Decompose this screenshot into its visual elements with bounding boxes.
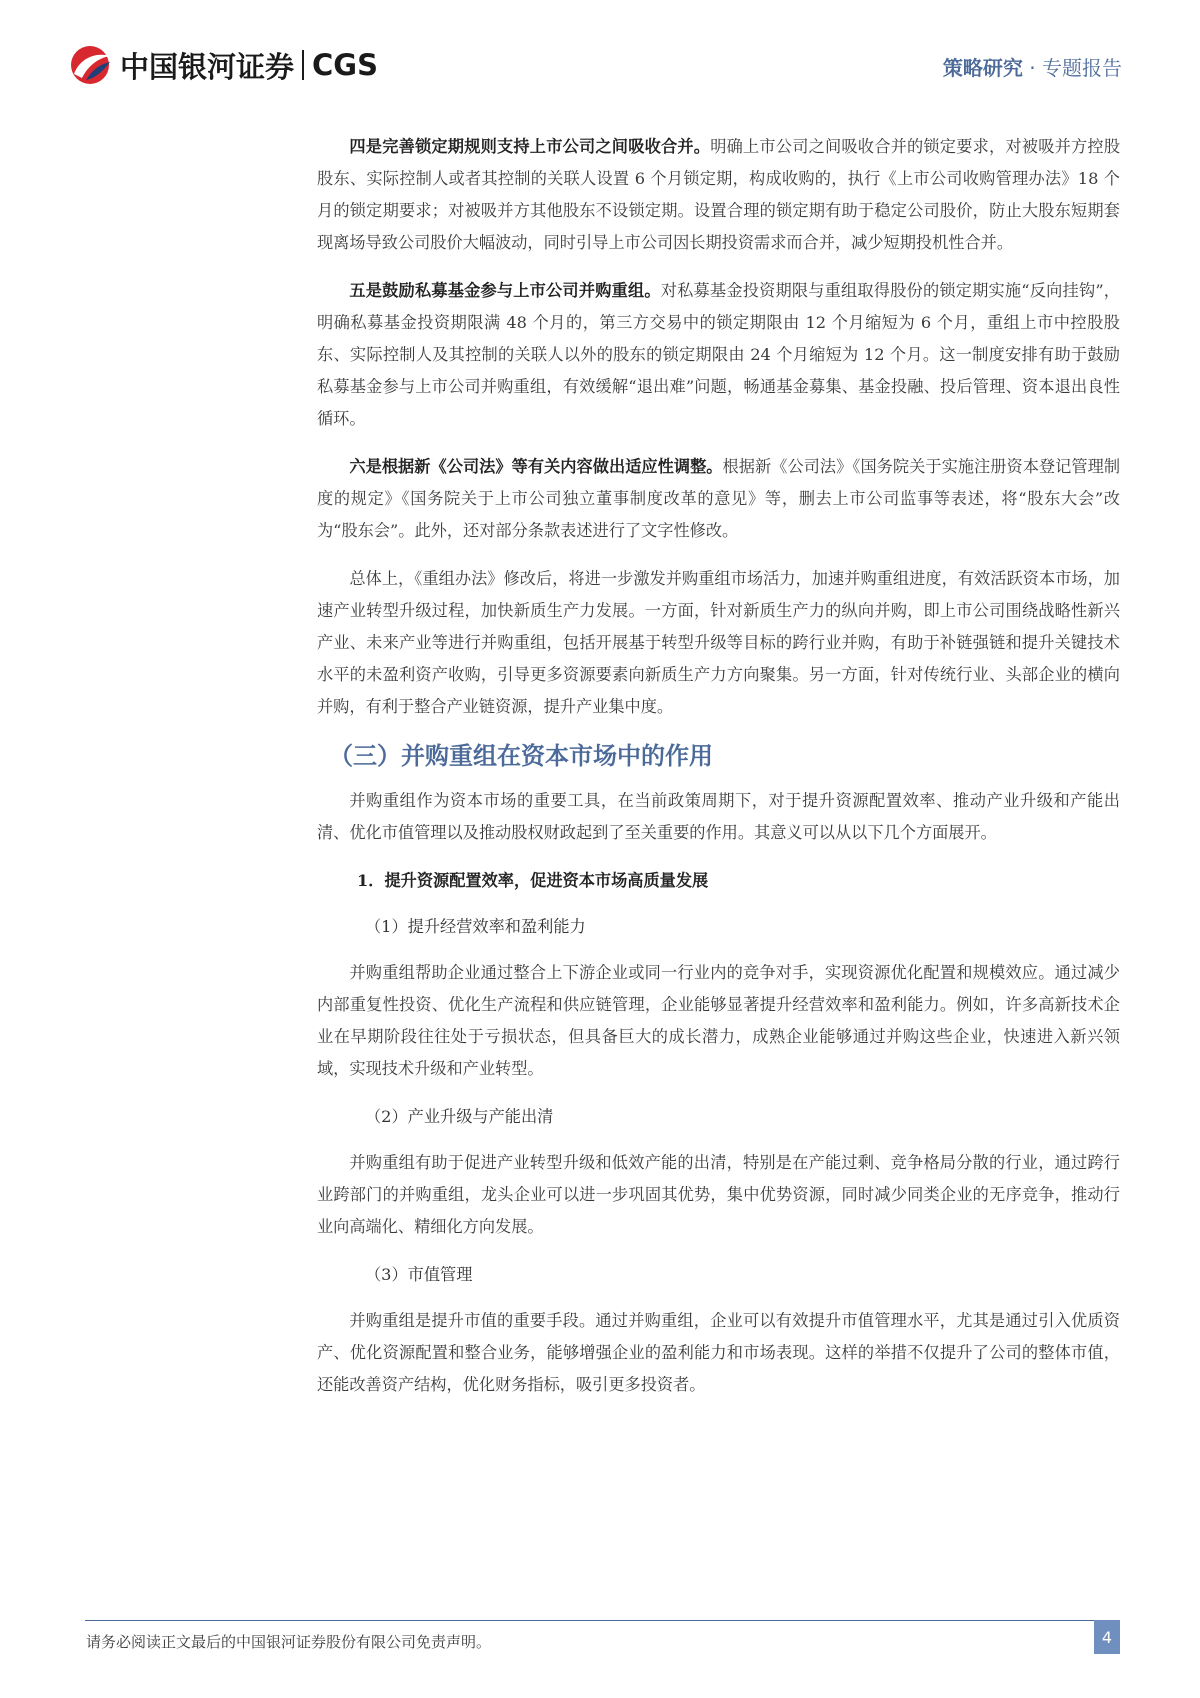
paragraph-summary: 总体上，《重组办法》修改后，将进一步激发并购重组市场活力，加速并购重组进度，有效活跃资本市场，加速产业转型升级过程，加快新质生产力发展。一方面，针对新质生产力的纵向并购，即上市公司围绕战略性新兴产业、未来产业等进行并购重组，包括开展基于转型升级等目标的跨行业并购，有助于补链强链和提升关键技术水平的未盈利资产收购，引导更多资源要素向新质生产力方向聚集。另一方面，针对传统行业、头部企业的横向并购，有利于整合产业链资源，提升产业集中度。 [317,569,1120,716]
paragraph-industry-upgrade: 并购重组有助于促进产业转型升级和低效产能的出清，特别是在产能过剩、竞争格局分散的行业，通过跨行业跨部门的并购重组，龙头企业可以进一步巩固其优势，集中优势资源，同时减少同类企业的无序竞争，推动行业向高端化、精细化方向发展。 [317,1153,1120,1236]
paragraph-text: 根据新《公司法》《国务院关于实施注册资本登记管理制度的规定》《国务院关于上市公司独立董事制度改革的意见》等，删去上市公司监事等表述，将“股东大会”改为“股东会”。此外，还对部分条款表述进行了文字性修改。 [317,457,1121,540]
company-logo [66,44,378,86]
paragraph-efficiency: 并购重组帮助企业通过整合上下游企业或同一行业内的竞争对手，实现资源优化配置和规模效应。通过减少内部重复性投资、优化生产流程和供应链管理，企业能够显著提升经营效率和盈利能力。例如，许多高新技术企业在早期阶段往往处于亏损状态，但具备巨大的成长潜力，成熟企业能够通过并购这些企业，快速进入新兴领域，实现技术升级和产业转型。 [317,963,1120,1078]
subheading-market-value: （3）市值管理 [365,1265,473,1284]
section-heading: （三）并购重组在资本市场中的作用 [329,741,713,770]
category-label: 策略研究 [942,56,1023,80]
report-type-label: 专题报告 [1042,56,1122,80]
galaxy-logo-icon [66,44,114,86]
footer-divider [85,1620,1120,1621]
paragraph-lockup-rules [317,131,1120,259]
paragraph-company-law [317,451,1120,547]
paragraph-text: 对私募基金投资期限与重组取得股份的锁定期实施“反向挂钩”，明确私募基金投资期限满 48 个月的，第三方交易中的锁定期限由 12 个月缩短为 6 个月，重组上市中控股股东、实际控制人及其控制的关联人以外的股东的锁定期限由 24 个月缩短为 12 个月。这一制度安排有助于鼓励私募基金参与上市公司并购重组，有效缓解“退出难”问题，畅通基金募集、基金投融、投后管理、资本退出良性循环。 [317,281,1120,428]
subheading-industry-upgrade: （2）产业升级与产能出清 [365,1107,554,1126]
logo-chinese-name: 中国银河证券 [120,49,295,84]
page-number: 4 [1094,1620,1120,1654]
paragraph-lead: 四是完善锁定期规则支持上市公司之间吸收合并。 [349,137,711,156]
report-category [943,52,1122,81]
paragraph-lead: 五是鼓励私募基金参与上市公司并购重组。 [349,281,661,300]
paragraph-intro: 并购重组作为资本市场的重要工具，在当前政策周期下，对于提升资源配置效率、推动产业升级和产能出清、优化市值管理以及推动股权财政起到了至关重要的作用。其意义可以从以下几个方面展开。 [317,791,1120,842]
paragraph-private-equity [317,275,1120,435]
item-heading: 1．提升资源配置效率，促进资本市场高质量发展 [357,871,709,890]
subheading-efficiency: （1）提升经营效率和盈利能力 [365,917,586,936]
paragraph-text: 明确上市公司之间吸收合并的锁定要求，对被吸并方控股股东、实际控制人或者其控制的关联人设置 6 个月锁定期，构成收购的，执行《上市公司收购管理办法》18 个月的锁定期要求；对被吸并方其他股东不设锁定期。设置合理的锁定期有助于稳定公司股价，防止大股东短期套现离场导致公司股价大幅波动，同时引导上市公司因长期投资需求而合并，减少短期投机性合并。 [317,137,1121,252]
logo-english-name: CGS [312,48,378,82]
logo-divider [302,50,304,80]
paragraph-market-value: 并购重组是提升市值的重要手段。通过并购重组，企业可以有效提升市值管理水平，尤其是通过引入优质资产、优化资源配置和整合业务，能够增强企业的盈利能力和市场表现。这样的举措不仅提升了公司的整体市值，还能改善资产结构，优化财务指标，吸引更多投资者。 [317,1311,1120,1394]
paragraph-lead: 六是根据新《公司法》等有关内容做出适应性调整。 [349,457,723,476]
category-separator: · [1029,56,1036,80]
report-body [317,131,1120,1417]
footer-disclaimer: 请务必阅读正文最后的中国银河证券股份有限公司免责声明。 [86,1633,492,1651]
